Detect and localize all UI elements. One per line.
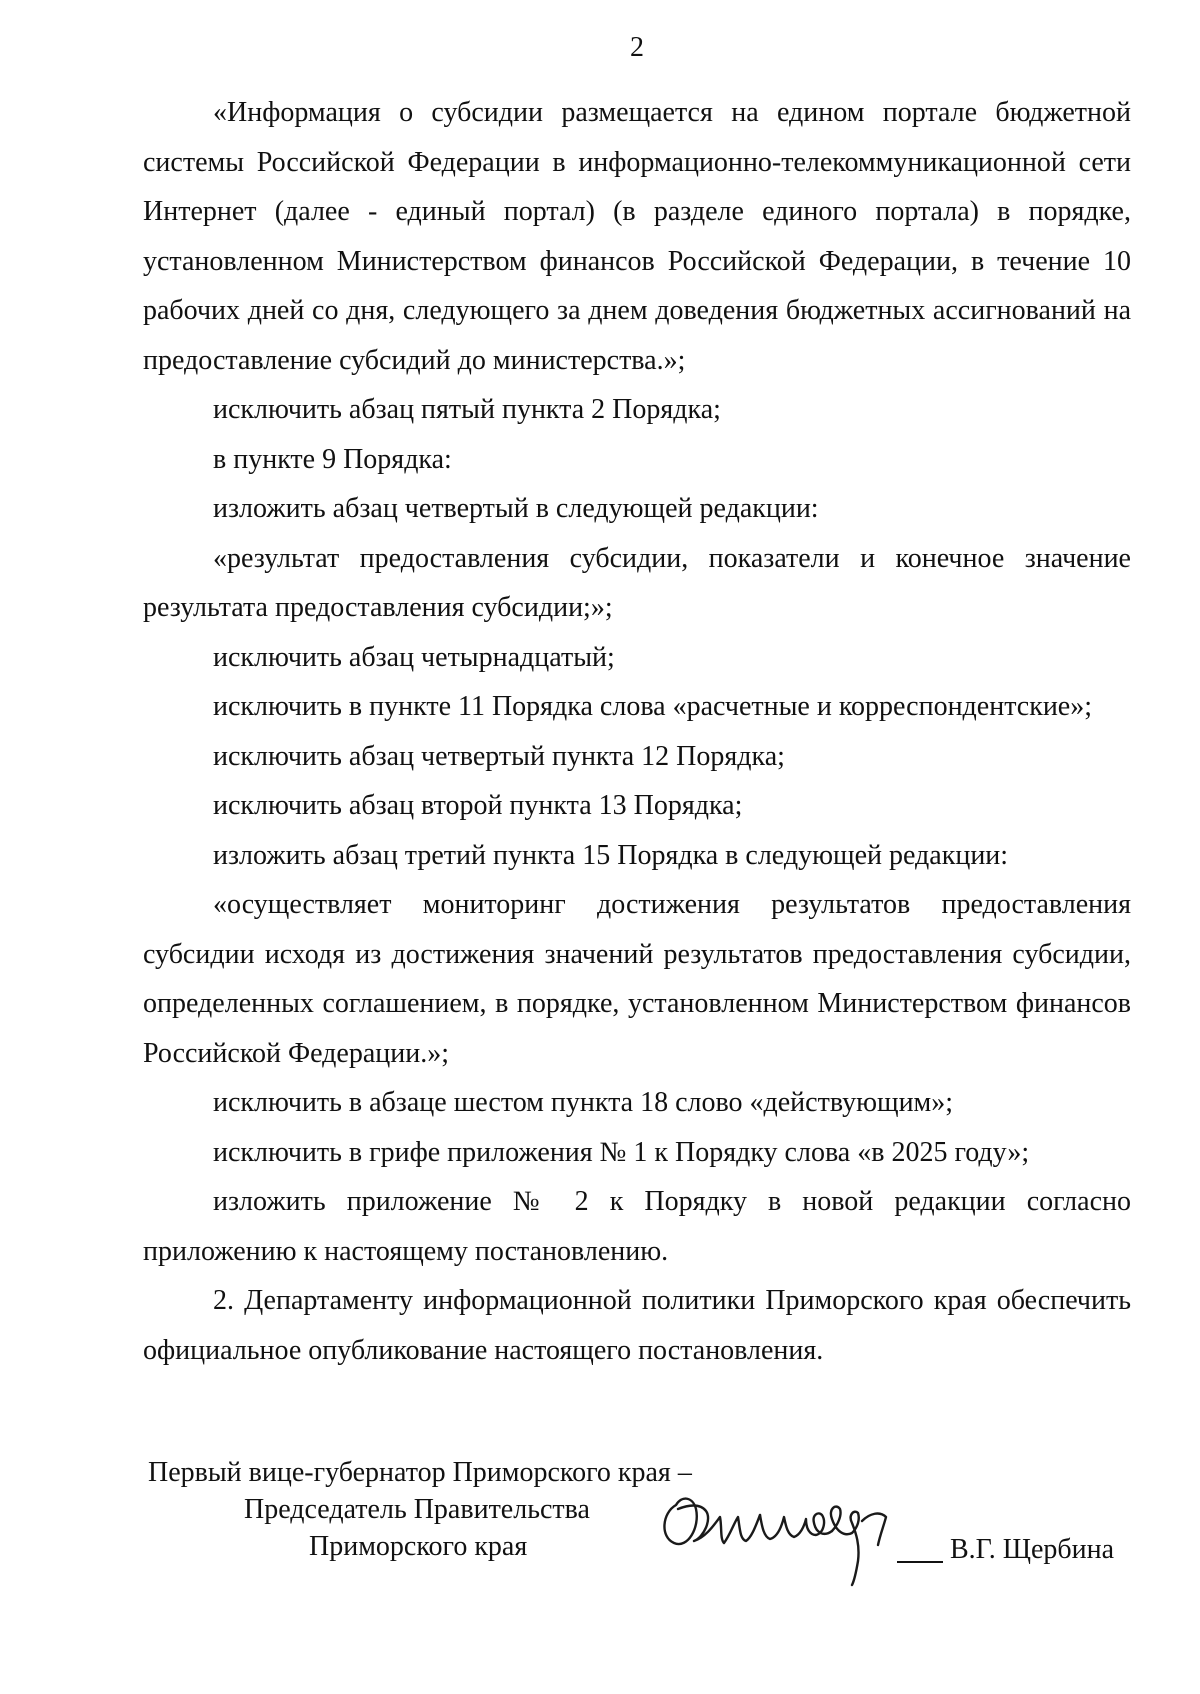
paragraph: изложить абзац третий пункта 15 Порядка в следующей редакции: [213, 839, 1009, 871]
paragraph: исключить абзац четырнадцатый; [213, 641, 615, 673]
paragraph: «Информация о субсидии размещается на едином портале бюджетной системы Российской Федерации в информационно-телекоммуникационной сети Интернет (далее - единый портал) (в разделе единого портала) в порядке, установленном Министерством финансов Российской Федерации, в течение 10 рабочих дней со дня, следующего за днем доведения бюджетных ассигнований на предоставление субсидий до министерства.»; [143, 97, 1131, 376]
paragraph: исключить абзац второй пункта 13 Порядка; [213, 790, 743, 821]
signature-block [140, 1455, 1140, 1585]
paragraph: «осуществляет мониторинг достижения результатов предоставления субсидии исходя из достижения значений результатов предоставления субсидии, определенных соглашением, в порядке, установленном Министерством финансов Российской Федерации.»; [143, 889, 1131, 1069]
paragraph: исключить в абзаце шестом пункта 18 слово «действующим»; [213, 1087, 954, 1118]
paragraph: 2. Департаменту информационной политики Приморского края обеспечить официальное опубликование настоящего постановления. [143, 1285, 1131, 1366]
paragraph: в пункте 9 Порядка: [213, 443, 452, 475]
document-body [143, 88, 1131, 1375]
handwritten-signature [648, 1465, 948, 1590]
paragraph: исключить абзац пятый пункта 2 Порядка; [213, 394, 721, 425]
paragraph: «результат предоставления субсидии, показатели и конечное значение результата предоставления субсидии;»; [143, 542, 1131, 623]
paragraph: исключить в грифе приложения № 1 к Порядку слова «в 2025 году»; [213, 1136, 1030, 1168]
paragraph: изложить приложение № 2 к Порядку в новой редакции согласно приложению к настоящему постановлению. [143, 1186, 1131, 1267]
paragraph: исключить абзац четвертый пункта 12 Порядка; [213, 740, 785, 772]
signatory-position-line-3: Приморского края [309, 1531, 528, 1562]
signatory-position-line-2: Председатель Правительства [244, 1494, 590, 1525]
signatory-name: В.Г. Щербина [950, 1534, 1115, 1565]
paragraph: исключить в пункте 11 Порядка слова «расчетные и корреспондентские»; [213, 691, 1093, 722]
signatory-position-line-1: Первый вице-губернатор Приморского края – [148, 1457, 692, 1488]
page-number: 2 [630, 32, 644, 63]
paragraph: изложить абзац четвертый в следующей редакции: [213, 493, 819, 524]
signature-line [897, 1561, 943, 1563]
